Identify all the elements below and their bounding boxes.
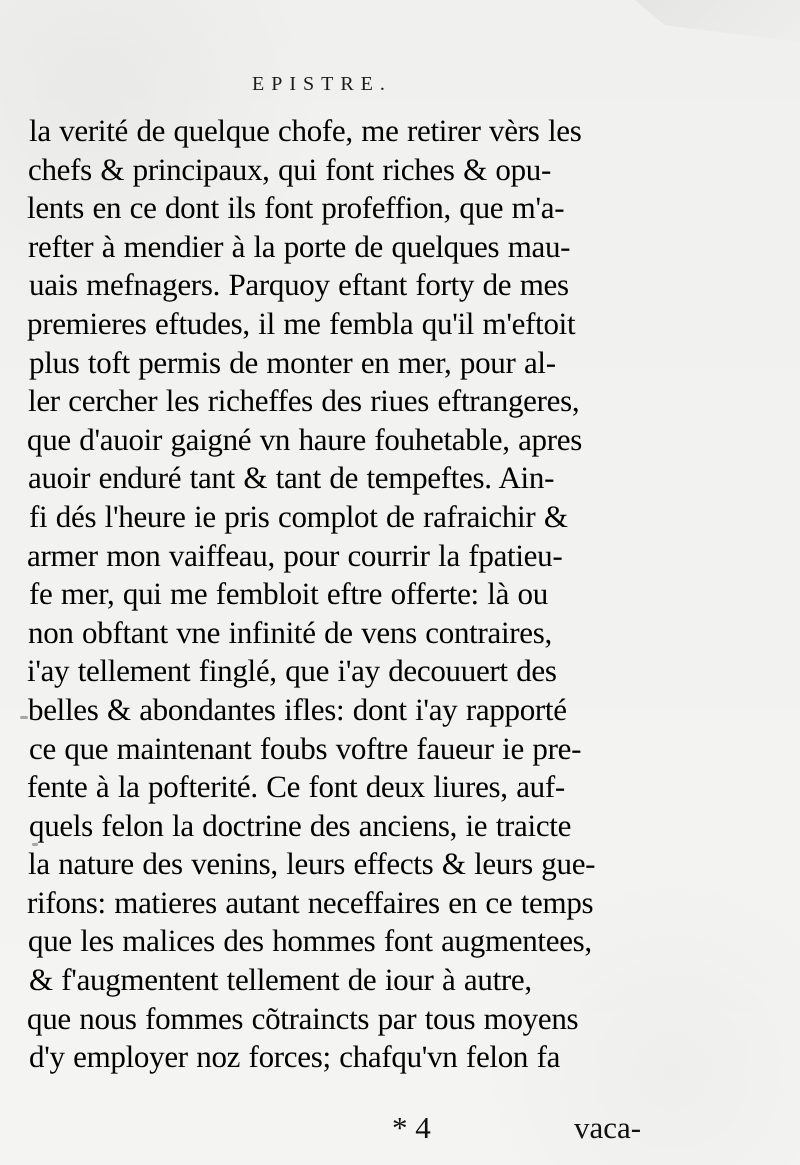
text-line: premieres eftudes, il me fembla qu'il m'eftoit — [27, 305, 576, 341]
text-line: & f'augmentent tellement de iour à autre, — [29, 962, 532, 998]
text-line: belles & abondantes ifles: dont i'ay rapporté — [28, 691, 567, 727]
body-text — [28, 112, 668, 1077]
text-line: fe mer, qui me fembloit eftre offerte: là ou — [29, 576, 548, 612]
text-line: que d'auoir gaigné vn haure fouhetable, apres — [27, 421, 582, 457]
text-line: refter à mendier à la porte de quelques mau- — [28, 228, 571, 264]
text-line: plus toft permis de monter en mer, pour al- — [29, 344, 556, 380]
signature-mark: * 4 — [392, 1110, 431, 1145]
text-line: fente à la pofterité. Ce font deux liures, auf- — [27, 769, 565, 805]
text-line: ce que maintenant foubs voftre faueur ie pre- — [29, 730, 582, 766]
text-line: non obftant vne infinité de vens contraires, — [28, 614, 552, 650]
text-line: uais mefnagers. Parquoy eftant forty de mes — [29, 267, 569, 303]
text-line: la verité de quelque chofe, me retirer vèrs les — [29, 113, 582, 148]
text-line: rifons: matieres autant neceffaires en ce temps — [27, 884, 594, 920]
page-footer — [392, 1110, 652, 1150]
page-corner-shadow — [635, 0, 800, 42]
text-line: la nature des venins, leurs effects & leurs gue- — [28, 846, 596, 882]
ghost-impression — [36, 1115, 96, 1132]
text-line: que nous fommes cõtraincts par tous moyens — [27, 1000, 579, 1036]
print-speck — [20, 716, 28, 719]
text-line: fi dés l'heure ie pris complot de rafraichir & — [29, 498, 568, 534]
catchword: vaca- — [574, 1110, 642, 1145]
text-line: ler cercher les richeffes des riues eftrangeres, — [28, 383, 580, 419]
running-head: EPISTRE. — [252, 73, 392, 95]
text-line: que les malices des hommes font augmentees, — [28, 923, 592, 959]
text-line: lents en ce dont ils font profeffion, que m'a- — [27, 190, 565, 226]
text-line: auoir enduré tant & tant de tempeftes. Ain- — [28, 460, 555, 496]
text-line: i'ay tellement finglé, que i'ay decouuert des — [27, 653, 557, 689]
text-line: chefs & principaux, qui font riches & opu- — [28, 151, 551, 187]
text-line: quels felon la doctrine des anciens, ie traicte — [29, 807, 572, 843]
text-line: armer mon vaiffeau, pour courrir la fpatieu- — [27, 537, 563, 573]
text-line: d'y employer noz forces; chafqu'vn felon fa — [29, 1039, 561, 1075]
